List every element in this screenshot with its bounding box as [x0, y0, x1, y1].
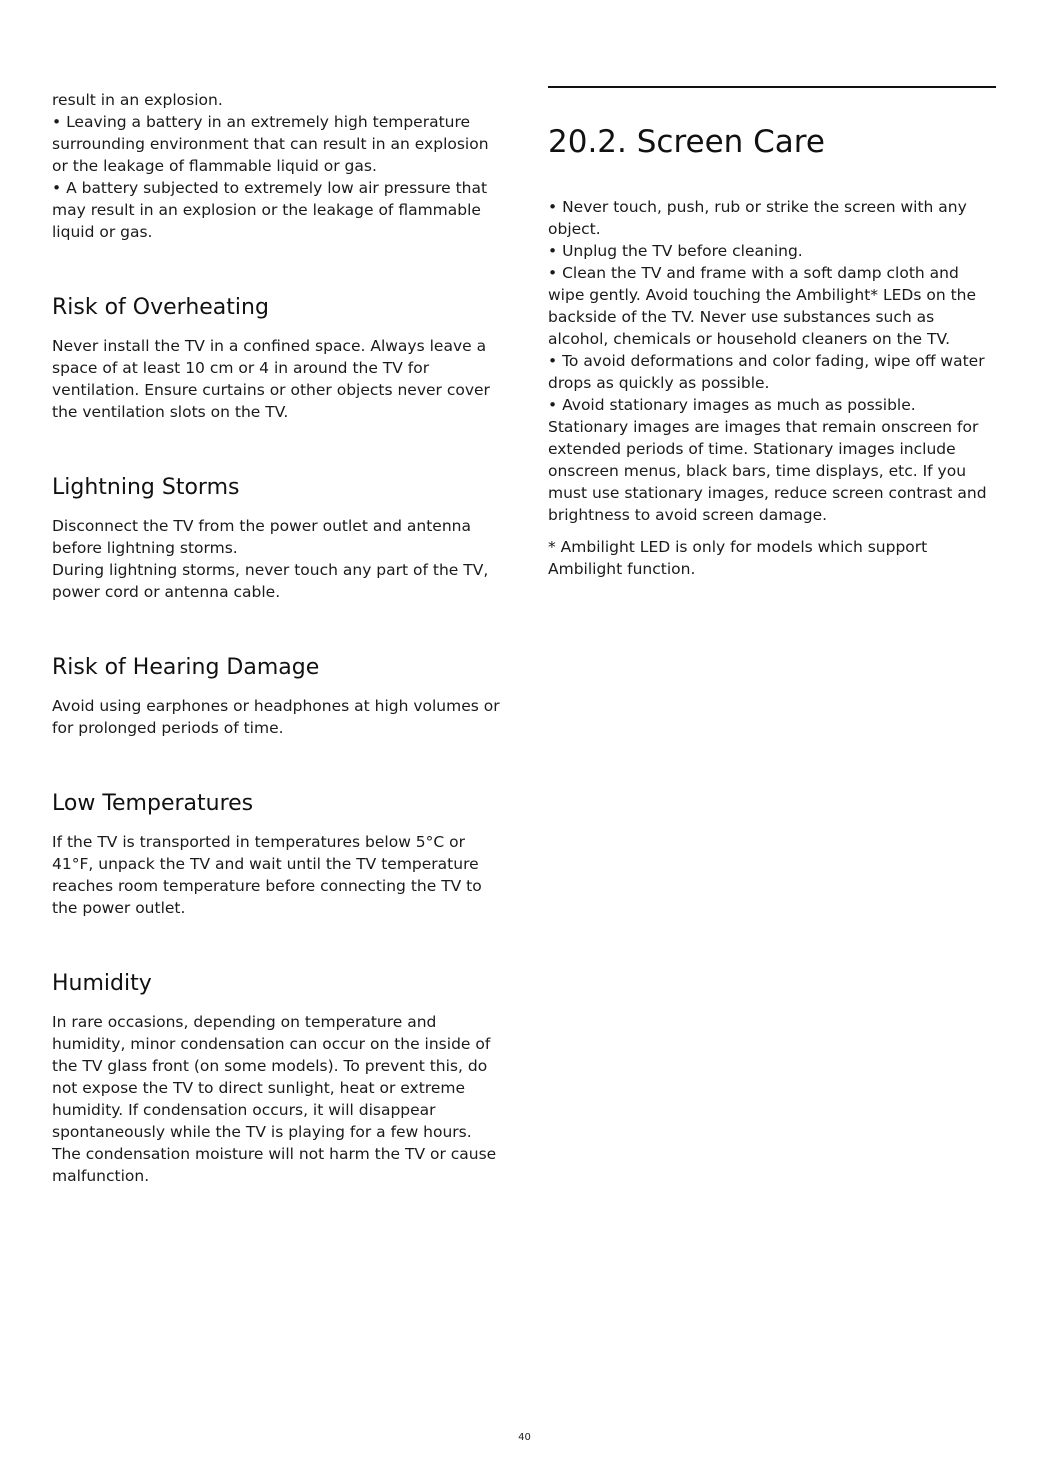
section-paragraph: If the TV is transported in temperatures below 5°C or 41°F, unpack the TV and wait until the TV temperature reaches room temperature before connecting the TV to the power outlet.: [52, 833, 482, 917]
bullet-item: • Avoid stationary images as much as possible. Stationary images are images that remain onscreen for extended periods of time. Stationary images include onscreen menus, black bars, time displays, etc. If you must use stationary images, reduce screen contrast and brightness to avoid screen damage.: [548, 396, 987, 524]
intro-line: • Leaving a battery in an extremely high temperature surrounding environment that can result in an explosion or the leakage of flammable liquid or gas.: [52, 113, 489, 175]
right-column: [548, 86, 996, 580]
intro-line: • A battery subjected to extremely low air pressure that may result in an explosion or the leakage of flammable liquid or gas.: [52, 179, 488, 241]
section-paragraph: During lightning storms, never touch any part of the TV, power cord or antenna cable.: [52, 561, 489, 601]
left-column: [52, 89, 502, 1187]
section-paragraph: Never install the TV in a confined space. Always leave a space of at least 10 cm or 4 in around the TV for ventilation. Ensure curtains or other objects never cover the ventilation slots on the TV.: [52, 337, 490, 421]
intro-line: result in an explosion.: [52, 91, 223, 109]
section-title-humidity: Humidity: [52, 971, 152, 996]
section-title-screen-care: 20.2. Screen Care: [548, 124, 825, 160]
section-paragraph: In rare occasions, depending on temperature and humidity, minor condensation can occur on the inside of the TV glass front (on some models). To prevent this, do not expose the TV to direct sunlight, heat or extreme humidity. If condensation occurs, it will disappear spontaneously while the TV is playing for a few hours. The condensation moisture will not harm the TV or cause malfunction.: [52, 1013, 497, 1185]
page-number: 40: [518, 1432, 531, 1443]
section-paragraph: Disconnect the TV from the power outlet and antenna before lightning storms.: [52, 517, 471, 557]
bullet-item: • Never touch, push, rub or strike the screen with any object.: [548, 198, 967, 238]
section-title-overheating: Risk of Overheating: [52, 295, 269, 320]
section-title-lightning: Lightning Storms: [52, 475, 240, 500]
section-title-hearing: Risk of Hearing Damage: [52, 655, 320, 680]
ambilight-note: * Ambilight LED is only for models which support Ambilight function.: [548, 538, 928, 578]
bullet-item: • Clean the TV and frame with a soft damp cloth and wipe gently. Avoid touching the Ambilight* LEDs on the backside of the TV. Never use substances such as alcohol, chemicals or household cleaners on the TV.: [548, 264, 977, 348]
bullet-item: • Unplug the TV before cleaning.: [548, 242, 803, 260]
bullet-item: • To avoid deformations and color fading, wipe off water drops as quickly as possible.: [548, 352, 985, 392]
section-title-low-temperatures: Low Temperatures: [52, 791, 254, 816]
section-paragraph: Avoid using earphones or headphones at high volumes or for prolonged periods of time.: [52, 697, 500, 737]
